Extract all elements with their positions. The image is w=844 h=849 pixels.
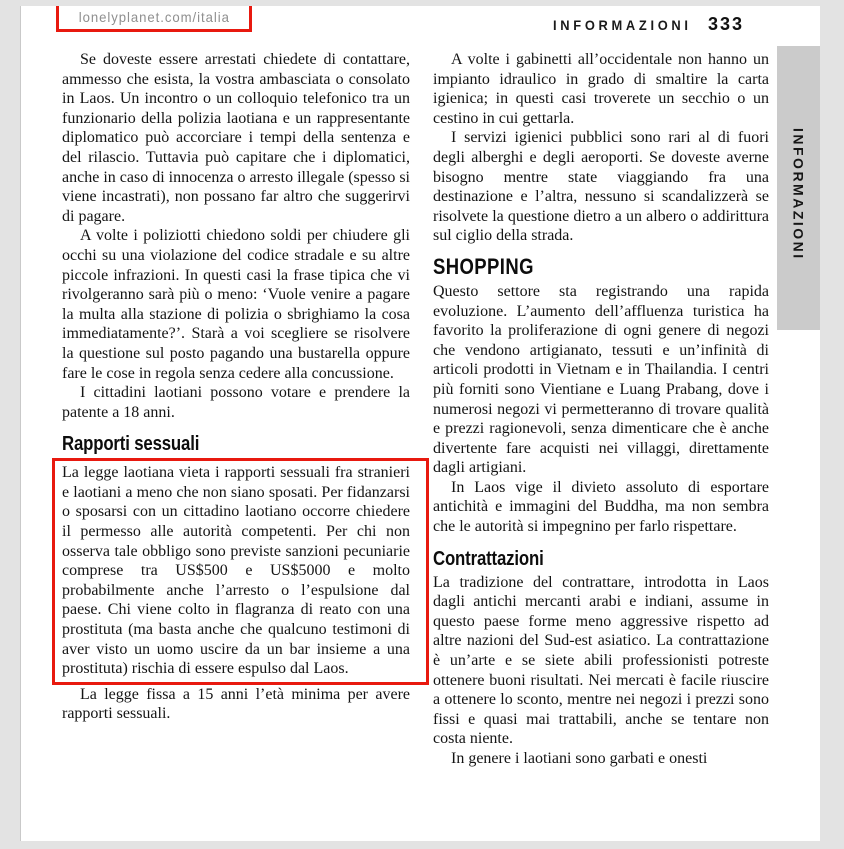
paragraph-bargaining: La tradizione del contrattare, introdotta in Laos dagli antichi mercanti arabi e indiani, assume in questo paese forme meno aggressive rispetto ad altre nazioni del Sud-est asiatico. La contrattazione è un’arte e se siete abili professionisti potreste ottenere buoni risultati. Nei mercati è facile riuscire a ottenere lo sconto, mentre nei negozi i prezzi sono fissi e quasi mai trattabili, anche se tentare non costa niente. (433, 573, 769, 748)
paragraph-laotians-polite: In genere i laotiani sono garbati e onesti (451, 750, 708, 767)
paragraph-citizens-rights: I cittadini laotiani possono votare e prendere la patente a 18 anni. (62, 384, 410, 421)
header-page-number: 333 (707, 14, 744, 34)
chapter-side-tab-label: INFORMAZIONI (790, 128, 807, 261)
section-heading-rapporti-sessuali: Rapporti sessuali (62, 433, 200, 456)
paragraph-police-bribes: A volte i poliziotti chiedono soldi per chiudere gli occhi su una violazione del codice stradale e su altre piccole infrazioni. In questi casi la frase tipica che vi rivolgeranno sarà più o meno: ‘Vuole venire a pagare la multa alla stazione di polizia o sbrighiamo la cosa immediatamente?’. Starà a voi scegliere se risolvere la questione sul posto pagando una bustarella oppure fare le cose in regola senza cedere alla concussione. (62, 227, 410, 382)
annotation-box-url (56, 6, 252, 32)
annotation-box-sex-law (52, 458, 429, 685)
paragraph-western-toilets: A volte i gabinetti all’occidentale non hanno un impianto idraulico in grado di smaltire la carta igienica; in questi casi troverete un secchio o un cestino in cui gettarla. (433, 51, 769, 127)
section-heading-contrattazioni: Contrattazioni (433, 547, 544, 570)
paragraph-shopping-overview: Questo settore sta registrando una rapida evoluzione. L’aumento dell’affluenza turistica ha favorito la proliferazione di ogni genere di negozi che vendono artigianato, tessuti e un’infinità di articoli prodotti in Vietnam e in Thailandia. I centri più forniti sono Vientiane e Luang Prabang, dove i numerosi negozi vi permetteranno di trovare qualità e prezzi ragionevoli, senza dimenticare che è anche divertente fare acquisti nei villaggi, direttamente dagli artigiani. (433, 282, 769, 477)
left-column (62, 50, 410, 724)
paragraph-export-ban: In Laos vige il divieto assoluto di esportare antichità e immagini del Buddha, ma non sembra che le autorità si impegnino per farlo rispettare. (433, 478, 769, 536)
book-page (21, 6, 820, 841)
chapter-side-tab (777, 46, 820, 330)
section-heading-shopping: SHOPPING (433, 253, 534, 279)
page-header (541, 14, 744, 35)
paragraph-minimum-age: La legge fissa a 15 anni l’età minima per avere rapporti sessuali. (62, 685, 410, 723)
paragraph-public-toilets: I servizi igienici pubblici sono rari al di fuori degli alberghi e degli aeroporti. Se doveste averne bisogno mentre state viaggiando fra una destinazione e l’altra, nessuno si scandalizzerà se risolvete la questione dietro a un albero o addirittura sul ciglio della strada. (433, 129, 769, 245)
paragraph-arrest-advice: Se doveste essere arrestati chiedete di contattare, ammesso che esista, la vostra ambasciata o consolato in Laos. Un incontro o un colloquio telefonico tra un funzionario della polizia laotiana e un rappresentante diplomatico può accorciare i tempi della sentenza e del rilascio. Tuttavia può capitare che i diplomatici, anche in caso di innocenza o arresto illegale (spesso si viene incastrati), non possano far altro che suggerirvi di pagare. (62, 51, 410, 225)
page-footer-url: lonelyplanet.com/italia (78, 9, 230, 25)
paragraph-sex-law: La legge laotiana vieta i rapporti sessuali fra stranieri e laotiani a meno che non siano sposati. Per fidanzarsi o sposarsi con un cittadino laotiano occorre chiedere il permesso alle autorità competenti. Per chi non osserva tale obbligo sono previste sanzioni pecuniarie comprese tra US$500 e US$5000 e molto probabilmente anche l’arresto o l’espulsione dal paese. Chi viene colto in flagranza di reato con una prostituta (ma basta anche che qualcuno testimoni di aver visto un uomo uscire da un bar insieme a una prostituta) rischia di essere espulso dal Laos. (62, 464, 410, 678)
right-column (433, 50, 769, 769)
header-section-label: INFORMAZIONI (553, 17, 692, 33)
